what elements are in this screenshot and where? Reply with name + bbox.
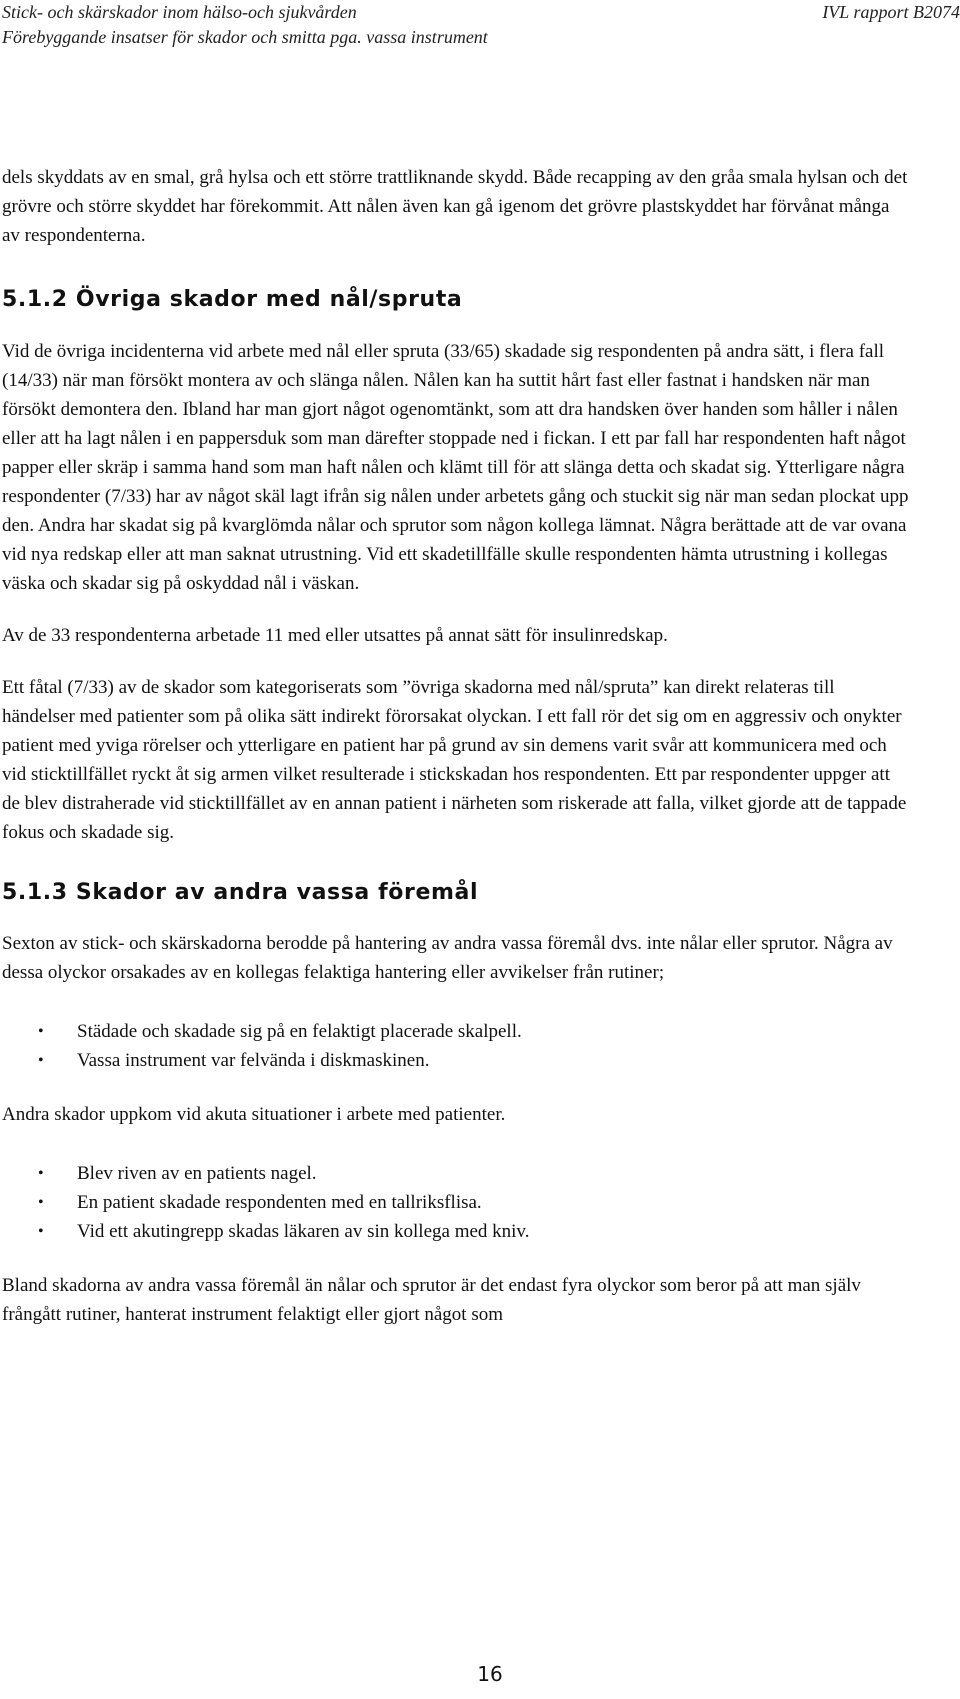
paragraph: Vid de övriga incidenterna vid arbete med nål eller spruta (33/65) skadade sig respondenten på andra sätt, i flera fall (14/33) när man försökt montera av och slänga nålen. Nålen kan ha suttit hårt fast eller fastnat i handsken när man försökt demontera den. Ibland har man gjort något ogenomtänkt, som att dra handsken över handen som håller i nålen eller att ha lagt nålen i en pappersduk som man därefter stoppade ned i fickan. I ett par fall har respondenten haft något papper eller skräp i samma hand som man haft nålen och klämt till för att slänga detta och skadat sig. Ytterligare några respondenter (7/33) har av något skäl lagt ifrån sig nålen under arbetets gång och stuckit sig när man sedan plockat upp den. Andra har skadat sig på kvarglömda nålar och sprutor som någon kollega lämnat. Några berättade att de var ovana vid nya redskap eller att man saknat utrustning. Vid ett skadetillfälle skulle respondenten hämta utrustning i kollegas väska och skadar sig på oskyddad nål i väskan. bbox=[2, 341, 909, 594]
list-item bbox=[2, 1188, 912, 1217]
list-item-text: Vid ett akutingrepp skadas läkaren av sin kollega med kniv. bbox=[77, 1221, 530, 1242]
intro-paragraph: dels skyddats av en smal, grå hylsa och ett större trattliknande skydd. Både recapping av den gråa smala hylsan och det grövre och större skyddet har förekommit. Att nålen även kan gå igenom det grövre plastskyddet har förvånat många av respondenterna. bbox=[2, 167, 908, 246]
bullet-icon: • bbox=[38, 1165, 44, 1182]
list-item-text: Städade och skadade sig på en felaktigt placerade skalpell. bbox=[77, 1021, 522, 1042]
header-title-line2: Förebyggande insatser för skador och smitta pga. vassa instrument bbox=[2, 27, 488, 47]
list-item bbox=[2, 1159, 912, 1188]
bullet-list bbox=[2, 1017, 912, 1075]
bullet-list bbox=[2, 1159, 912, 1246]
bullet-icon: • bbox=[38, 1023, 44, 1040]
section-heading-5-1-2: 5.1.2 Övriga skador med nål/spruta bbox=[2, 287, 463, 312]
paragraph: Ett fåtal (7/33) av de skador som kategoriserats som ”övriga skadorna med nål/spruta” kan direkt relateras till händelser med patienter som på olika sätt indirekt förorsakat olyckan. I ett fall rör det sig om en aggressiv och onykter patient med yviga rörelser och ytterligare en patient har på grund av sin demens varit svår att kommunicera med och vid sticktillfället ryckt åt sig armen vilket resulterade i stickskadan hos respondenten. Ett par respondenter uppger att de blev distraherade vid sticktillfället av en annan patient i närheten som riskerade att falla, vilket gjorde att de tappade fokus och skadade sig. bbox=[2, 677, 907, 843]
header-title-line1: Stick- och skärskador inom hälso-och sjukvården bbox=[2, 2, 357, 22]
list-item bbox=[2, 1217, 912, 1246]
report-number: IVL rapport B2074 bbox=[822, 2, 960, 22]
list-item bbox=[2, 1046, 912, 1075]
paragraph: Andra skador uppkom vid akuta situationer i arbete med patienter. bbox=[2, 1104, 506, 1125]
paragraph: Sexton av stick- och skärskadorna berodde på hantering av andra vassa föremål dvs. inte nålar eller sprutor. Några av dessa olyckor orsakades av en kollegas felaktiga hantering eller avvikelser från rutiner; bbox=[2, 933, 893, 983]
list-item-text: En patient skadade respondenten med en tallriksflisa. bbox=[77, 1192, 482, 1213]
list-item bbox=[2, 1017, 912, 1046]
paragraph: Bland skadorna av andra vassa föremål än nålar och sprutor är det endast fyra olyckor som beror på att man själv frångått rutiner, hanterat instrument felaktigt eller gjort något som bbox=[2, 1275, 861, 1325]
page-header bbox=[0, 0, 960, 60]
paragraph: Av de 33 respondenterna arbetade 11 med eller utsattes på annat sätt för insulinredskap. bbox=[2, 625, 668, 646]
page-body bbox=[2, 163, 912, 1329]
bullet-icon: • bbox=[38, 1052, 44, 1069]
bullet-icon: • bbox=[38, 1223, 44, 1240]
list-item-text: Vassa instrument var felvända i diskmaskinen. bbox=[77, 1050, 430, 1071]
page-number: 16 bbox=[477, 1662, 503, 1686]
list-item-text: Blev riven av en patients nagel. bbox=[77, 1163, 317, 1184]
bullet-icon: • bbox=[38, 1194, 44, 1211]
section-heading-5-1-3: 5.1.3 Skador av andra vassa föremål bbox=[2, 880, 479, 905]
header-titles bbox=[2, 0, 488, 50]
